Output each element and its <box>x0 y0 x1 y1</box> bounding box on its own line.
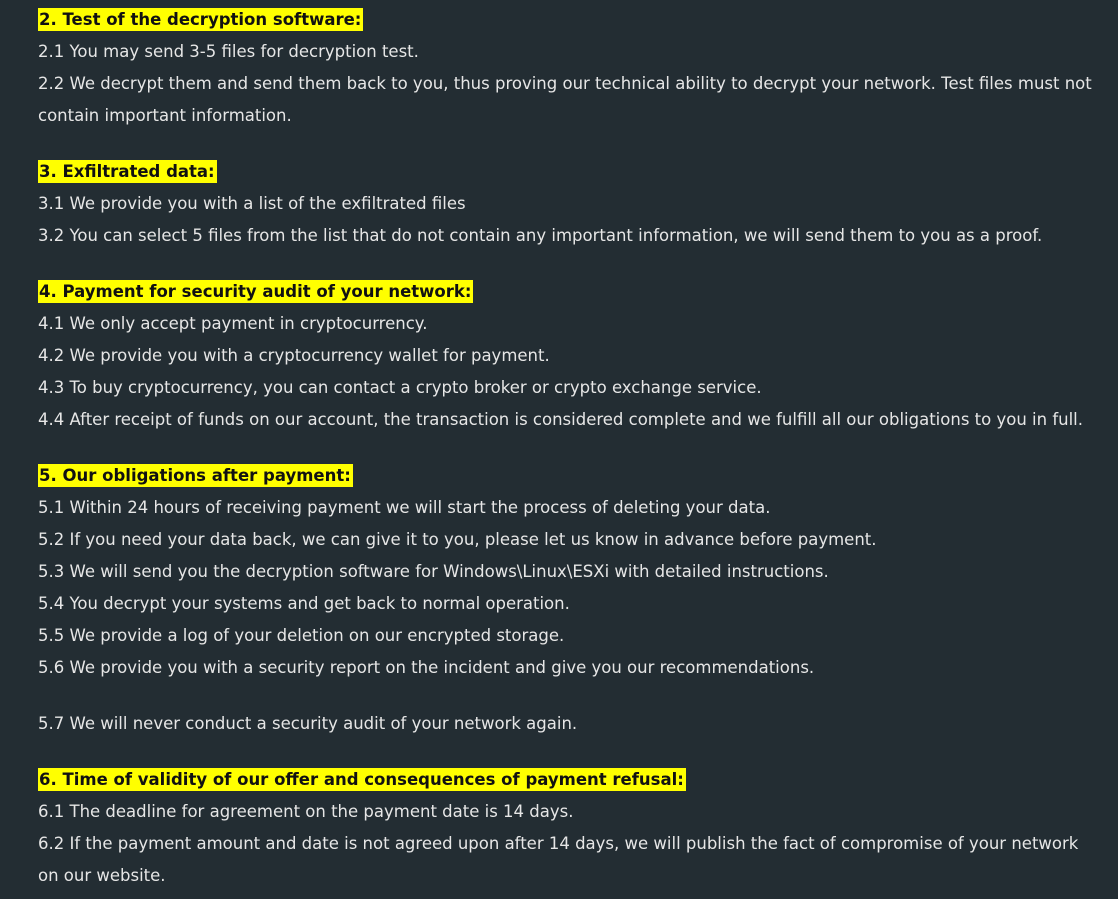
section-validity <box>38 764 1098 892</box>
section-payment <box>38 276 1098 436</box>
section-heading: 4. Payment for security audit of your network: <box>39 282 472 301</box>
section-line: 5.1 Within 24 hours of receiving payment we will start the process of deleting your data. <box>38 498 771 517</box>
section-heading: 2. Test of the decryption software: <box>39 10 362 29</box>
section-line: 6.1 The deadline for agreement on the payment date is 14 days. <box>38 802 574 821</box>
section-line: 5.2 If you need your data back, we can give it to you, please let us know in advance before payment. <box>38 530 877 549</box>
section-line: 4.2 We provide you with a cryptocurrency wallet for payment. <box>38 346 550 365</box>
section-heading: 5. Our obligations after payment: <box>39 466 351 485</box>
section-line: 3.2 You can select 5 files from the list that do not contain any important information, we will send them to you as a proof. <box>38 226 1043 245</box>
section-decryption-test <box>38 4 1098 132</box>
section-line: 2.1 You may send 3-5 files for decryption test. <box>38 42 419 61</box>
section-line: 5.5 We provide a log of your deletion on our encrypted storage. <box>38 626 565 645</box>
section-heading: 6. Time of validity of our offer and consequences of payment refusal: <box>39 770 684 789</box>
section-obligations <box>38 460 1098 740</box>
section-line: 4.1 We only accept payment in cryptocurrency. <box>38 314 428 333</box>
section-line: 2.2 We decrypt them and send them back to you, thus proving our technical ability to decrypt your network. Test files must not contain important information. <box>38 74 1092 125</box>
section-line: 3.1 We provide you with a list of the exfiltrated files <box>38 194 466 213</box>
section-line: 4.3 To buy cryptocurrency, you can contact a crypto broker or crypto exchange service. <box>38 378 762 397</box>
section-line: 4.4 After receipt of funds on our account, the transaction is considered complete and we fulfill all our obligations to you in full. <box>38 410 1083 429</box>
section-line: 5.7 We will never conduct a security audit of your network again. <box>38 714 578 733</box>
section-line: 5.4 You decrypt your systems and get back to normal operation. <box>38 594 570 613</box>
section-line: 5.6 We provide you with a security report on the incident and give you our recommendations. <box>38 658 815 677</box>
section-exfiltrated-data <box>38 156 1098 252</box>
section-heading: 3. Exfiltrated data: <box>39 162 215 181</box>
section-line: 6.2 If the payment amount and date is not agreed upon after 14 days, we will publish the fact of compromise of your network on our website. <box>38 834 1079 885</box>
line-spacer <box>38 684 1098 708</box>
section-line: 5.3 We will send you the decryption software for Windows\Linux\ESXi with detailed instructions. <box>38 562 829 581</box>
